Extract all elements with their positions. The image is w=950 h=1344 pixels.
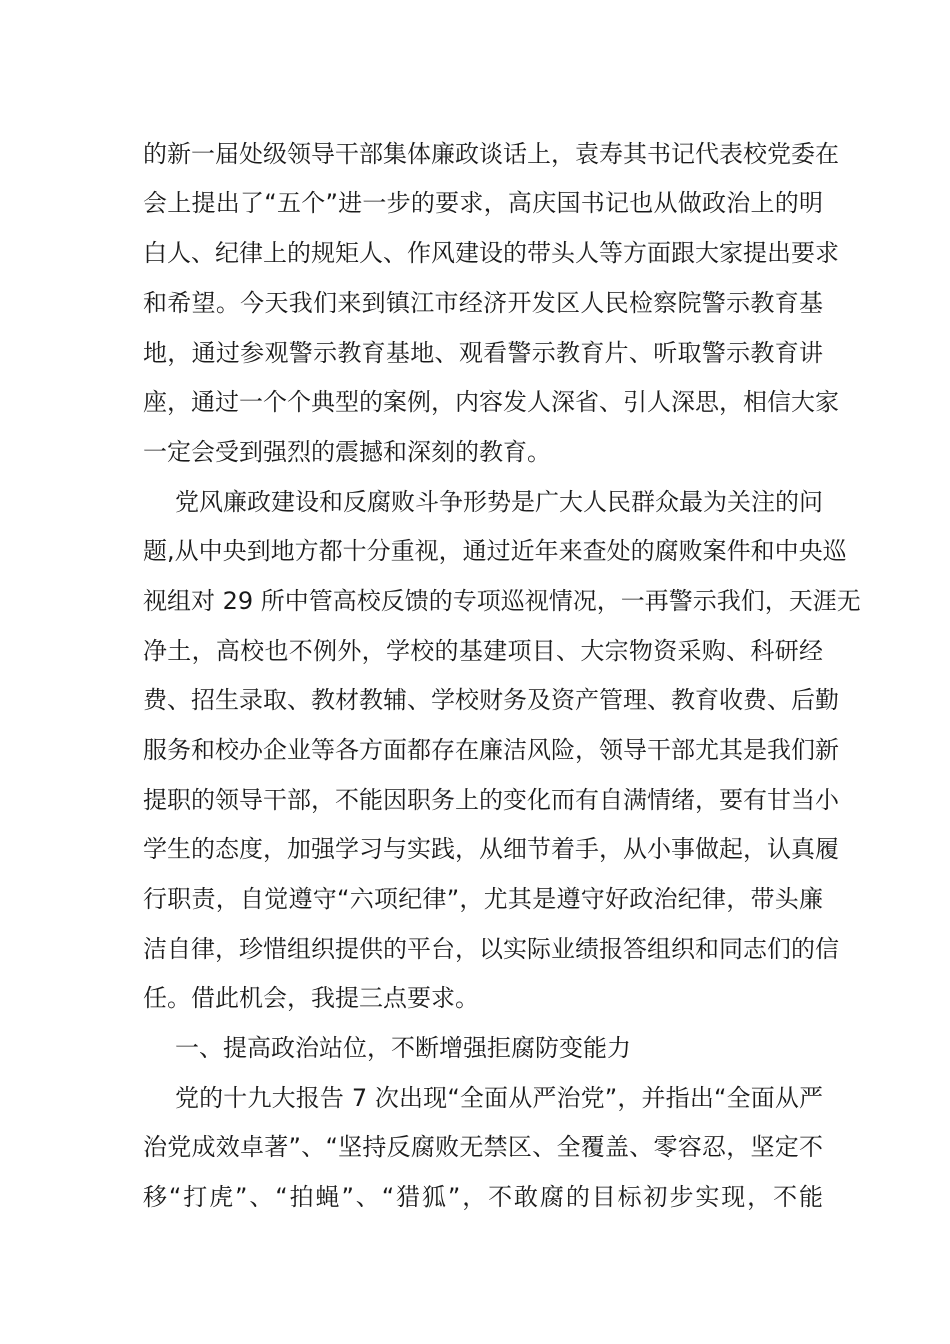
text-line: 白人、纪律上的规矩人、作风建设的带头人等方面跟大家提出要求 <box>143 239 839 267</box>
text-line: 行职责，自觉遵守“六项纪律”，尤其是遵守好政治纪律，带头廉 <box>143 885 823 913</box>
text-line: 洁自律，珍惜组织提供的平台，以实际业绩报答组织和同志们的信 <box>143 935 839 963</box>
text-line: 费、招生录取、教材教辅、学校财务及资产管理、教育收费、后勤 <box>143 686 839 714</box>
text-line: 座，通过一个个典型的案例，内容发人深省、引人深思，相信大家 <box>143 388 839 416</box>
text-line: 提职的领导干部，不能因职务上的变化而有自满情绪，要有甘当小 <box>143 786 839 814</box>
text-line: 移“打虎”、“拍蝇”、“猎狐”，不敢腐的目标初步实现，不能 <box>143 1183 823 1211</box>
text-line: 的新一届处级领导干部集体廉政谈话上，袁寿其书记代表校党委在 <box>143 140 839 168</box>
text-line: 治党成效卓著”、“坚持反腐败无禁区、全覆盖、零容忍，坚定不 <box>143 1133 823 1161</box>
paragraph-first-line: 党的十九大报告 7 次出现“全面从严治党”，并指出“全面从严 <box>175 1084 823 1112</box>
text-line: 视组对 29 所中管高校反馈的专项巡视情况，一再警示我们，天涯无 <box>143 587 861 615</box>
text-line: 题,从中央到地方都十分重视，通过近年来查处的腐败案件和中央巡 <box>143 537 847 565</box>
text-line: 任。借此机会，我提三点要求。 <box>143 984 479 1012</box>
text-line: 地，通过参观警示教育基地、观看警示教育片、听取警示教育讲 <box>143 339 823 367</box>
text-line: 一定会受到强烈的震撼和深刻的教育。 <box>143 438 551 466</box>
section-heading: 一、提高政治站位，不断增强拒腐防变能力 <box>175 1034 631 1062</box>
text-line: 服务和校办企业等各方面都存在廉洁风险，领导干部尤其是我们新 <box>143 736 839 764</box>
text-line: 会上提出了“五个”进一步的要求，高庆国书记也从做政治上的明 <box>143 189 823 217</box>
text-line: 净土，高校也不例外，学校的基建项目、大宗物资采购、科研经 <box>143 637 823 665</box>
text-line: 和希望。今天我们来到镇江市经济开发区人民检察院警示教育基 <box>143 289 823 317</box>
paragraph-first-line: 党风廉政建设和反腐败斗争形势是广大人民群众最为关注的问 <box>175 488 823 516</box>
text-line: 学生的态度，加强学习与实践，从细节着手，从小事做起，认真履 <box>143 835 839 863</box>
